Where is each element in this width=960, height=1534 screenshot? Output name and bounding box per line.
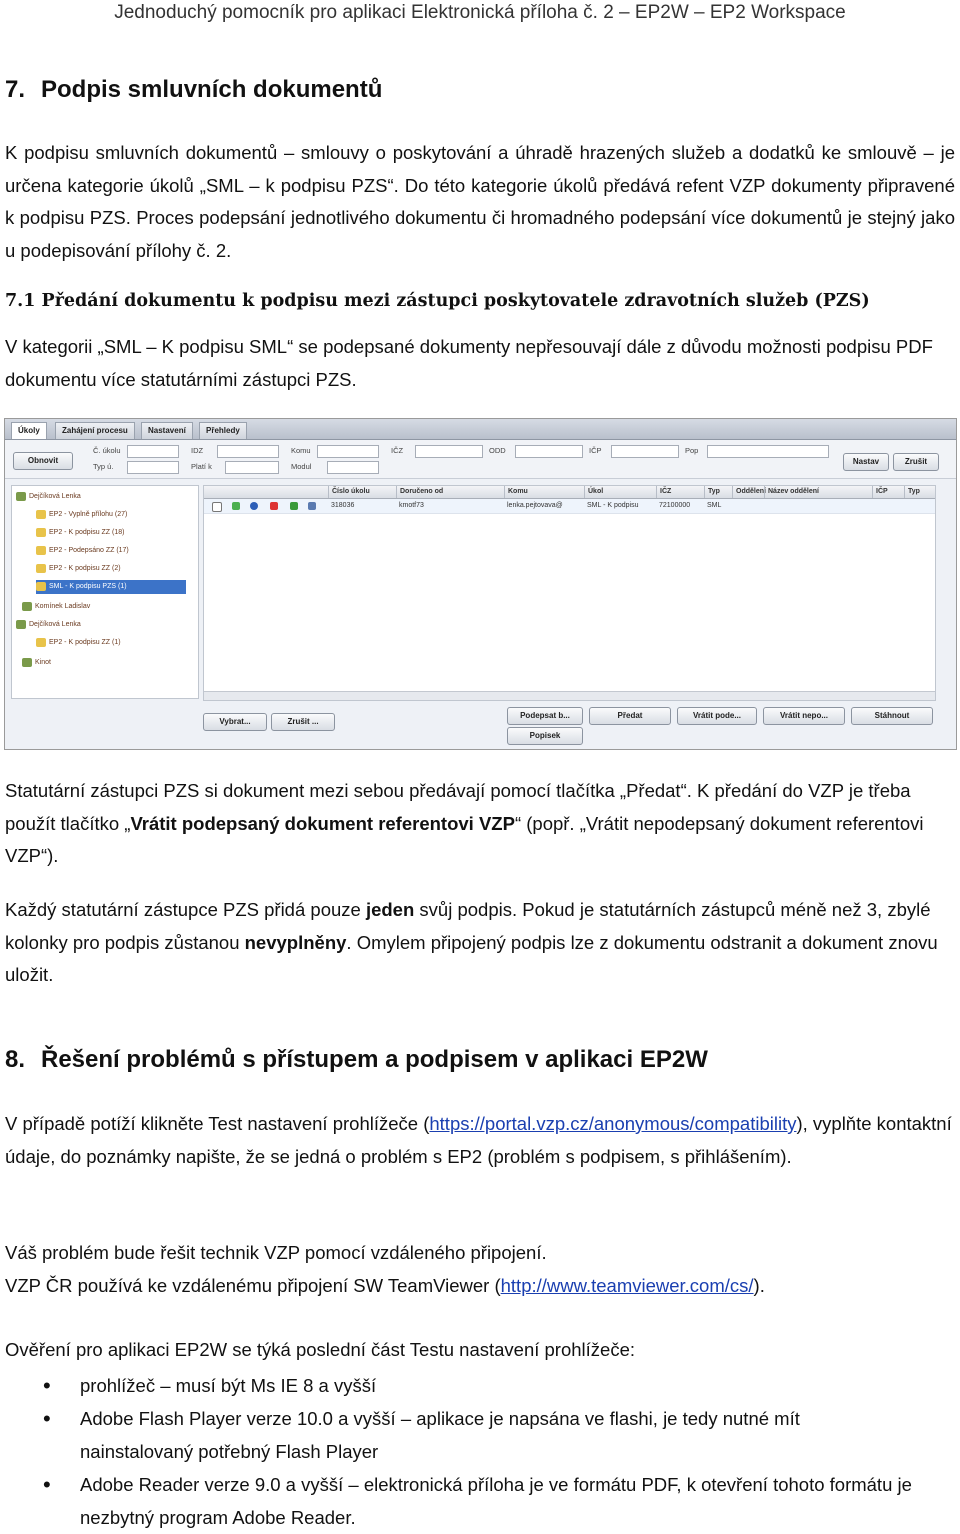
filter-label: IDZ (191, 446, 204, 455)
filter-input[interactable] (317, 445, 379, 458)
tree-node[interactable]: EP2 - K podpisu ZZ (1) (36, 636, 121, 650)
screenshot-tab-prehledy[interactable]: Přehledy (199, 422, 247, 439)
signature-paragraph: Každý statutární zástupce PZS přidá pouze jeden svůj podpis. Pokud je statutárních zástupců méně než 3, zbylé kolonky pro podpis zůstanou nevyplněny. Omylem připojený podpis lze z dokumentu odstranit a dokument znovu uložit. (5, 899, 938, 985)
section-title: Podpis smluvních dokumentů (41, 76, 383, 103)
troubleshoot-paragraph: V případě potíží klikněte Test nastavení prohlížeče (https://portal.vzp.cz/anonymous/compatibility), vyplňte kontaktní údaje, do poznámky napište, že se jedná o problém s EP2 (problém s podpisem, s přihlášením). (5, 1113, 952, 1167)
cell-type: SML (707, 502, 722, 509)
teamviewer-paragraph: VZP ČR používá ke vzdálenému připojení SW TeamViewer (http://www.teamviewer.com/cs/). (5, 1275, 765, 1296)
column-header[interactable]: Číslo úkolu (328, 486, 396, 498)
checkbox-icon[interactable] (212, 502, 222, 512)
select-button[interactable]: Vybrat... (203, 713, 267, 731)
download-button[interactable]: Stáhnout (851, 707, 933, 725)
cell-delivered-from: kmotf73 (399, 502, 424, 509)
requirements-list (5, 1369, 915, 1534)
column-header[interactable]: Název oddělení (764, 486, 874, 498)
cell-to: lenka.pejtovava@ (507, 502, 563, 509)
handover-paragraph: Statutární zástupci PZS si dokument mezi sebou předávají pomocí tlačítka „Předat“. K předání do VZP je třeba použít tlačítko „Vrátit podepsaný dokument referentovi VZP“ (popř. „Vrátit nepodepsaný dokument referentovi VZP“). (5, 780, 924, 866)
screenshot-tab-bar (5, 419, 956, 440)
grid-header (204, 486, 935, 499)
folder-icon (36, 564, 46, 573)
info-icon[interactable] (250, 502, 258, 510)
section-number: 8. (5, 1046, 26, 1073)
filter-input[interactable] (127, 445, 179, 458)
filter-label: Č. úkolu (93, 446, 121, 455)
edit-icon[interactable] (308, 502, 316, 510)
section-number: 7. (5, 76, 26, 103)
filter-input[interactable] (707, 445, 829, 458)
refresh-button[interactable]: Obnovit (13, 452, 73, 470)
pdf-icon[interactable] (270, 502, 278, 510)
screenshot-filter-panel (5, 440, 956, 479)
set-button[interactable]: Nastav (843, 453, 889, 471)
filter-label: Modul (291, 462, 312, 471)
verification-paragraph: Ověření pro aplikaci EP2W se týká poslední část Testu nastavení prohlížeče: (5, 1339, 636, 1360)
filter-label: IČP (589, 446, 602, 455)
filter-input[interactable] (127, 461, 179, 474)
list-item: • Adobe Reader verze 9.0 a vyšší – elektronická příloha je ve formátu PDF, k otevření tohoto formátu je nezbytný program Adobe Reader. (5, 1468, 915, 1534)
column-header[interactable]: Oddělení (732, 486, 766, 498)
subsection-7-1-paragraph: V kategorii „SML – K podpisu SML“ se podepsané dokumenty nepřesouvají dále z důvodu možnosti podpisu PDF dokumentu více statutárními zástupci PZS. (5, 336, 933, 390)
return-unsigned-button[interactable]: Vrátit nepo... (763, 707, 845, 725)
cell-task: SML - K podpisu (587, 502, 639, 509)
screenshot-action-bar (5, 703, 956, 749)
compatibility-link[interactable]: https://portal.vzp.cz/anonymous/compatibility (429, 1113, 797, 1134)
filter-label: Platí k (191, 462, 212, 471)
return-signed-button[interactable]: Vrátit pode... (677, 707, 757, 725)
horizontal-scrollbar[interactable] (204, 691, 935, 700)
section-7-paragraph: K podpisu smluvních dokumentů – smlouvy o poskytování a úhradě hrazených služeb a dodatků ke smlouvě – je určena kategorie úkolů „SML – k podpisu PZS“. Do této kategorie úkolů předává refent VZP dokumenty připravené k podpisu PZS. Proces podepsání jednotlivého dokumentu či hromadného podepsání více dokumentů je stejný jako u podepisování přílohy č. 2. (5, 142, 955, 261)
tree-node[interactable]: EP2 - K podpisu ZZ (2) (36, 562, 121, 576)
filter-label: IČZ (391, 446, 404, 455)
task-grid (203, 485, 936, 701)
filter-label: Komu (291, 446, 311, 455)
cancel-filter-button[interactable]: Zrušit (893, 453, 939, 471)
column-header[interactable]: Typ (704, 486, 734, 498)
status-icon (232, 502, 240, 510)
list-item: • Adobe Flash Player verze 10.0 a vyšší – aplikace je napsána ve flashi, je tedy nutné mít nainstalovaný potřebný Flash Player (5, 1402, 915, 1468)
filter-input[interactable] (225, 461, 279, 474)
folder-icon (36, 546, 46, 555)
subsection-7-1-heading: 7.1 Předání dokumentu k podpisu mezi zástupci poskytovatele zdravotních služeb (PZS) (5, 291, 870, 311)
technician-paragraph: Váš problém bude řešit technik VZP pomocí vzdáleného připojení. (5, 1242, 547, 1263)
folder-icon (36, 510, 46, 519)
column-header[interactable]: Typ (904, 486, 936, 498)
section-7-heading (5, 76, 382, 104)
cancel-selection-button[interactable]: Zrušit ... (271, 713, 335, 731)
tree-node-selected[interactable]: SML - K podpisu PZS (1) (36, 580, 186, 594)
page-header: Jednoduchý pomocník pro aplikaci Elektronická příloha č. 2 – EP2W – EP2 Workspace (114, 2, 846, 23)
column-header[interactable]: Úkol (584, 486, 656, 498)
filter-input[interactable] (515, 445, 583, 458)
filter-input[interactable] (415, 445, 483, 458)
hand-over-button[interactable]: Předat (589, 707, 671, 725)
screenshot-tab-ukoly[interactable]: Úkoly (11, 422, 47, 439)
user-icon (22, 658, 32, 667)
filter-label: Typ ú. (93, 462, 114, 471)
screenshot-tab-zahajeni[interactable]: Zahájení procesu (55, 422, 135, 439)
label-button[interactable]: Popisek (507, 727, 583, 745)
table-row[interactable] (204, 499, 935, 514)
teamviewer-link[interactable]: http://www.teamviewer.com/cs/ (500, 1275, 754, 1296)
section-8-heading (5, 1046, 708, 1074)
application-screenshot (4, 418, 957, 750)
column-header[interactable]: Doručeno od (396, 486, 504, 498)
folder-icon (36, 528, 46, 537)
tree-node[interactable]: Kinot (22, 656, 51, 670)
download-icon[interactable] (290, 502, 298, 510)
column-header[interactable]: IČP (872, 486, 906, 498)
tree-node[interactable]: EP2 - Vyplně přílohu (27) (36, 508, 127, 522)
module-select[interactable] (327, 461, 379, 474)
list-item: • prohlížeč – musí být Ms IE 8 a vyšší (5, 1369, 915, 1402)
filter-input[interactable] (611, 445, 679, 458)
user-icon (16, 492, 26, 501)
sign-button[interactable]: Podepsat b... (507, 707, 583, 725)
tree-node[interactable]: EP2 - Podepsáno ZZ (17) (36, 544, 129, 558)
section-title: Řešení problémů s přístupem a podpisem v aplikaci EP2W (41, 1046, 708, 1073)
user-icon (22, 602, 32, 611)
tree-node[interactable]: EP2 - K podpisu ZZ (18) (36, 526, 124, 540)
tree-node[interactable]: Komínek Ladislav (22, 600, 90, 614)
column-header[interactable]: IČZ (656, 486, 706, 498)
folder-icon (36, 638, 46, 647)
tree-node[interactable]: Dejčíková Lenka (16, 618, 81, 632)
filter-label: Pop (685, 446, 699, 455)
cell-task-number: 318036 (331, 502, 355, 509)
column-header[interactable]: Komu (504, 486, 584, 498)
user-icon (16, 620, 26, 629)
tree-node[interactable]: Dejčíková Lenka (16, 490, 81, 504)
filter-input[interactable] (217, 445, 279, 458)
task-tree (11, 485, 199, 699)
folder-icon (36, 582, 46, 591)
filter-label: ODD (489, 446, 506, 455)
cell-icz: 72100000 (659, 502, 691, 509)
screenshot-tab-nastaveni[interactable]: Nastavení (141, 422, 193, 439)
